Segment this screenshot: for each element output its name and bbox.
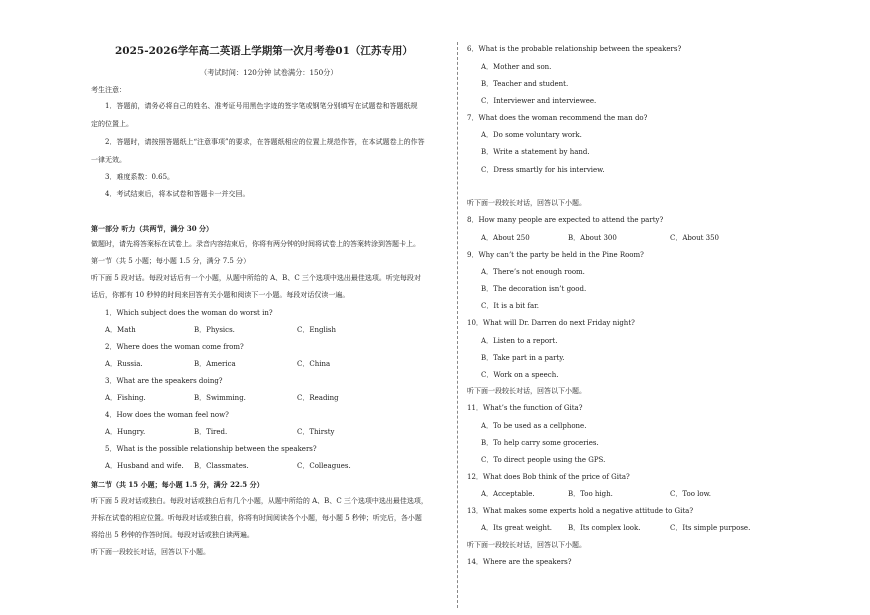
- q8-option-b[interactable]: B．About 300: [568, 234, 617, 242]
- part1-intro-line: 第一节（共 5 小题；每小题 1.5 分，满分 7.5 分）: [91, 257, 251, 265]
- question-13: 13．What makes some experts hold a negative attitude to Gita?: [467, 507, 694, 515]
- part1-intro-line: 听下面 5 段对话。每段对话后有一个小题，从题中所给的 A、B、C 三个选项中选出最佳选项。听完每段对: [91, 274, 421, 282]
- q6-option-b[interactable]: B．Teacher and student.: [481, 80, 569, 88]
- question-2: 2．Where does the woman come from?: [105, 343, 244, 351]
- exam-title: 2025-2026学年高二英语上学期第一次月考卷01（江苏专用）: [115, 45, 413, 57]
- section2-heading: 第二节（共 15 小题；每小题 1.5 分，满分 22.5 分）: [91, 480, 264, 489]
- note-line: 1．答题前，请务必将自己的姓名、准考证号用黑色字迹的签字笔或钢笔分别填写在试题卷和答题纸规: [105, 102, 418, 110]
- q11-option-a[interactable]: A．To be used as a cellphone.: [481, 422, 587, 430]
- q13-option-c[interactable]: C．Its simple purpose.: [670, 524, 751, 532]
- q10-option-c[interactable]: C．Work on a speech.: [481, 371, 559, 379]
- q13-option-a[interactable]: A．Its great weight.: [481, 524, 553, 532]
- notes-heading: 考生注意：: [91, 86, 126, 94]
- q11-option-b[interactable]: B．To help carry some groceries.: [481, 439, 599, 447]
- exam-subtitle: （考试时间：120分钟 试卷满分：150分）: [200, 68, 338, 77]
- q2-option-a[interactable]: A．Russia.: [105, 360, 143, 368]
- q4-option-a[interactable]: A．Hungry.: [105, 428, 146, 436]
- q3-option-a[interactable]: A．Fishing.: [105, 394, 146, 402]
- q7-option-c[interactable]: C．Dress smartly for his interview.: [481, 166, 605, 174]
- q5-option-a[interactable]: A．Husband and wife.: [105, 462, 184, 470]
- section2-intro-line: 将给出 5 秒钟的作答时间。每段对话或独白读两遍。: [91, 531, 254, 539]
- q9-option-a[interactable]: A．There’s not enough room.: [481, 268, 585, 276]
- q10-option-b[interactable]: B．Take part in a party.: [481, 354, 565, 362]
- q13-option-b[interactable]: B．Its complex look.: [568, 524, 641, 532]
- note-line: 定的位置上。: [91, 120, 133, 128]
- part1-intro-line: 话后，你都有 10 秒钟的时间来回答有关小题和阅读下一小题。每段对话仅读一遍。: [91, 291, 350, 299]
- note-line: 一律无效。: [91, 156, 126, 164]
- q9-option-b[interactable]: B．The decoration isn’t good.: [481, 285, 587, 293]
- q9-option-c[interactable]: C．It is a bit far.: [481, 302, 539, 310]
- note-line: 3．难度系数：0.65。: [105, 173, 175, 181]
- q8-option-a[interactable]: A．About 250: [481, 234, 530, 242]
- question-3: 3．What are the speakers doing?: [105, 377, 223, 385]
- section2-intro-line: 并标在试卷的相应位置。听每段对话或独白前，你将有时间阅读各个小题，每小题 5 秒钟；听完后，各小题: [91, 514, 422, 522]
- question-9: 9．Why can’t the party be held in the Pine Room?: [467, 251, 644, 259]
- question-1: 1．Which subject does the woman do worst in?: [105, 309, 273, 317]
- part1-heading: 第一部分 听力（共两节，满分 30 分）: [91, 224, 214, 233]
- question-4: 4．How does the woman feel now?: [105, 411, 229, 419]
- question-14: 14．Where are the speakers?: [467, 558, 572, 566]
- part1-intro-line: 做题时，请先将答案标在试卷上。录音内容结束后，你将有两分钟的时间将试卷上的答案转涂到答题卡上。: [91, 240, 420, 248]
- listen-prompt: 听下面一段较长对话，回答以下小题。: [467, 199, 586, 207]
- q1-option-a[interactable]: A．Math: [105, 326, 136, 334]
- note-line: 4．考试结束后，将本试卷和答题卡一并交回。: [105, 190, 250, 198]
- q7-option-b[interactable]: B．Write a statement by hand.: [481, 148, 590, 156]
- section2-intro-line: 听下面 5 段对话或独白。每段对话或独白后有几个小题，从题中所给的 A、B、C 三个选项中选出最佳选项，: [91, 497, 428, 505]
- listen-prompt: 听下面一段较长对话，回答以下小题。: [91, 548, 210, 556]
- q2-option-c[interactable]: C．China: [297, 360, 331, 368]
- q12-option-b[interactable]: B．Too high.: [568, 490, 613, 498]
- q6-option-a[interactable]: A．Mother and son.: [481, 63, 552, 71]
- listen-prompt: 听下面一段较长对话，回答以下小题。: [467, 541, 586, 549]
- question-5: 5．What is the possible relationship between the speakers?: [105, 445, 317, 453]
- q2-option-b[interactable]: B．America: [194, 360, 236, 368]
- question-6: 6．What is the probable relationship between the speakers?: [467, 45, 682, 53]
- q3-option-c[interactable]: C．Reading: [297, 394, 339, 402]
- question-7: 7．What does the woman recommend the man do?: [467, 114, 648, 122]
- column-divider: [457, 42, 458, 608]
- note-line: 2．答题时，请按照答题纸上“注意事项”的要求，在答题纸相应的位置上规范作答，在本试题卷上的作答: [105, 138, 425, 146]
- q10-option-a[interactable]: A．Listen to a report.: [481, 337, 558, 345]
- q12-option-a[interactable]: A．Acceptable.: [481, 490, 535, 498]
- question-12: 12．What does Bob think of the price of Gita?: [467, 473, 630, 481]
- question-11: 11．What’s the function of Gita?: [467, 404, 583, 412]
- q8-option-c[interactable]: C．About 350: [670, 234, 720, 242]
- q12-option-c[interactable]: C．Too low.: [670, 490, 711, 498]
- q6-option-c[interactable]: C．Interviewer and interviewee.: [481, 97, 597, 105]
- q1-option-b[interactable]: B．Physics.: [194, 326, 235, 334]
- q5-option-c[interactable]: C．Colleagues.: [297, 462, 351, 470]
- q1-option-c[interactable]: C．English: [297, 326, 337, 334]
- question-10: 10．What will Dr. Darren do next Friday night?: [467, 319, 635, 327]
- question-8: 8．How many people are expected to attend the party?: [467, 216, 664, 224]
- q5-option-b[interactable]: B．Classmates.: [194, 462, 249, 470]
- q7-option-a[interactable]: A．Do some voluntary work.: [481, 131, 582, 139]
- q4-option-c[interactable]: C．Thirsty: [297, 428, 335, 436]
- listen-prompt: 听下面一段较长对话，回答以下小题。: [467, 387, 586, 395]
- q3-option-b[interactable]: B．Swimming.: [194, 394, 246, 402]
- q11-option-c[interactable]: C．To direct people using the GPS.: [481, 456, 606, 464]
- q4-option-b[interactable]: B．Tired.: [194, 428, 228, 436]
